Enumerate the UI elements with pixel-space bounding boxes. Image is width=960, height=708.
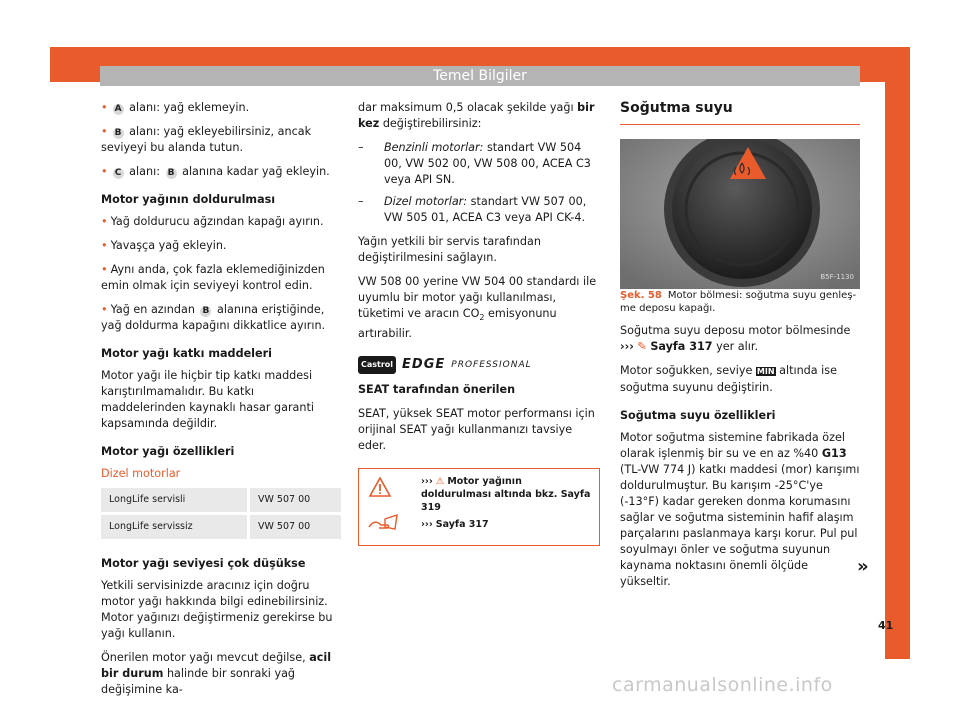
dash-item xyxy=(358,140,600,188)
dash-marker: – xyxy=(358,141,364,154)
table-cell: LongLife servisli xyxy=(101,488,249,514)
list-item-text: Yağ doldurucu ağzından kapağı ayırın. xyxy=(110,215,324,228)
environment-note-icon: ✎ xyxy=(637,340,647,353)
callout-b: B xyxy=(200,306,211,317)
bullet-icon: • xyxy=(101,165,108,178)
subscript: 2 xyxy=(479,313,485,323)
list-item xyxy=(101,238,341,254)
note-text xyxy=(421,517,489,533)
text-run: VW 508 00 yerine VW 504 00 standardı ile uyumlu bir motor yağı kullanılması, tüketimi ve aracın CO xyxy=(358,275,597,320)
section-heading: Soğutma suyu özellikleri xyxy=(620,409,776,422)
callout-b: B xyxy=(166,168,177,179)
continue-marker: » xyxy=(857,556,869,577)
list-item-text: Aynı anda, çok fazla eklemediğinizden emin olmak için seviyeyi kontrol edin. xyxy=(101,263,325,292)
italic-label: Benzinli motorlar: xyxy=(384,141,484,154)
text-run: standart VW 507 00, VW 505 01, ACEA C3 veya API CK-4. xyxy=(384,195,587,224)
list-item-text: alanı: xyxy=(129,165,160,178)
paragraph: Motor yağı ile hiçbir tip katkı maddesi karıştırılmamalıdır. Bu katkı maddelerinden kaynaklı hasar garanti kapsamında değildir. xyxy=(101,369,314,430)
dash-item-text xyxy=(384,194,600,226)
bullet-icon: • xyxy=(101,101,108,114)
figure-caption xyxy=(620,289,860,315)
link-arrows: ››› xyxy=(421,476,433,488)
paragraph: Yetkili servisinizde aracınız için doğru motor yağı hakkında bilgi edinebilirsiniz. Motor yağınızı değiştirmeniz gerekirse bu yağı kullanın. xyxy=(101,579,333,640)
oil-spec-table xyxy=(101,488,341,542)
table-cell: VW 507 00 xyxy=(249,488,342,514)
subheading: Dizel motorlar xyxy=(101,467,181,480)
list-item-text: Yağ en azından xyxy=(110,303,195,316)
environment-note-icon xyxy=(367,513,401,540)
text-run: (TL-VW 774 J) katkı maddesi (mor) karışımı doldurulmuştur. Bu karışım -25°C'ye (-13°F) kadar gereken donma korumasını sağlar ve soğutma sisteminin hafif alaşım parçalarını paslanmaya karşı korur. Pul pul soyulmayı önler ve soğutma suyunun kaynama noktasını önemli ölçüde yükseltir. xyxy=(620,463,860,588)
section-heading: Motor yağı katkı maddeleri xyxy=(101,347,272,360)
bold-text: acil bir durum xyxy=(101,651,332,680)
table-row xyxy=(101,514,341,541)
paragraph: Yağın yetkili bir servis tarafından değiştirilmesini sağlayın. xyxy=(358,235,541,264)
text-run: standart VW 504 00, VW 502 00, VW 508 00, ACEA C3 veya API SN. xyxy=(384,141,591,186)
callout-b: B xyxy=(113,128,124,139)
link-arrows: ››› xyxy=(421,519,433,531)
list-item-text: alanı: yağ eklemeyin. xyxy=(129,101,250,114)
bullet-icon: • xyxy=(101,215,108,228)
column-middle xyxy=(358,100,600,546)
warning-triangle-icon: ⚠ xyxy=(435,476,445,488)
watermark: carmanualsonline.info xyxy=(612,674,833,696)
paragraph xyxy=(620,430,860,590)
text-run: değiştirebilirsiniz: xyxy=(382,117,482,130)
list-item xyxy=(101,100,341,116)
list-item-text: Yavaşça yağ ekleyin. xyxy=(110,239,227,252)
paragraph xyxy=(358,274,600,342)
table-cell: LongLife servissiz xyxy=(101,514,249,541)
page-header: Temel Bilgiler xyxy=(100,66,860,86)
warning-box xyxy=(358,468,600,546)
table-row xyxy=(101,488,341,514)
section-heading: SEAT tarafından önerilen xyxy=(358,383,516,397)
table-cell: VW 507 00 xyxy=(249,514,342,541)
list-item xyxy=(101,124,341,156)
text-run: altında ise soğutma suyunu değiştirin. xyxy=(620,364,837,394)
professional-logo: PROFESSIONAL xyxy=(451,360,532,371)
bold-text: bir kez xyxy=(358,101,595,130)
text-run: Motor soğukken, seviye xyxy=(620,364,753,377)
list-item xyxy=(101,262,341,294)
castrol-logo: Castrol xyxy=(358,356,396,374)
paragraph xyxy=(620,363,860,396)
list-item xyxy=(101,214,341,230)
photo-code: B5F-1130 xyxy=(820,273,854,281)
bullet-icon: • xyxy=(101,303,108,316)
dash-marker: – xyxy=(358,195,364,208)
paragraph xyxy=(358,100,600,132)
section-title: Soğutma suyu xyxy=(620,100,860,125)
castrol-edge-logo xyxy=(358,356,600,374)
bullet-icon: • xyxy=(101,263,108,276)
paragraph xyxy=(101,650,341,698)
text-run: Önerilen motor yağı mevcut değilse, xyxy=(101,651,306,664)
column-right xyxy=(620,100,860,598)
dash-item-text xyxy=(384,140,600,188)
section-heading: Motor yağının doldurulması xyxy=(101,193,276,206)
callout-a: A xyxy=(113,104,124,115)
warning-triangle-icon xyxy=(369,477,391,502)
list-item-text: alanına eriştiğinde, yağ doldurma kapağını dikkatlice ayırın. xyxy=(101,303,326,332)
page-link[interactable]: Sayfa 317 xyxy=(650,340,713,353)
coolant-cap-photo xyxy=(620,139,860,289)
warning-link[interactable]: Motor yağının doldurulması altında bkz. Sayfa 319 xyxy=(421,476,591,514)
figure-number: Şek. 58 xyxy=(620,290,662,301)
min-badge: MIN xyxy=(756,367,775,376)
list-item-text: alanı: yağ ekleyebilirsiniz, ancak seviyeyi bu alanda tutun. xyxy=(101,125,312,154)
section-heading: Motor yağı özellikleri xyxy=(101,445,235,458)
list-item xyxy=(101,302,341,334)
note-link[interactable]: Sayfa 317 xyxy=(435,519,489,531)
text-run: halinde bir sonraki yağ değişimine ka- xyxy=(101,667,296,696)
link-arrows: ››› xyxy=(620,340,634,353)
warning-text xyxy=(421,475,593,514)
paragraph xyxy=(620,323,860,355)
text-run: emisyonunu artırabilir. xyxy=(358,307,557,341)
text-run: yer alır. xyxy=(716,340,758,353)
callout-c: C xyxy=(113,168,124,179)
bold-text: G13 xyxy=(821,447,847,460)
bullet-icon: • xyxy=(101,125,108,138)
text-run: dar maksimum 0,5 olacak şekilde yağı xyxy=(358,101,574,114)
bullet-icon: • xyxy=(101,239,108,252)
caption-text: Motor bölmesi: soğutma suyu genleşme deposu kapağı. xyxy=(620,290,857,314)
text-run: Soğutma suyu deposu motor bölmesinde xyxy=(620,324,851,337)
text-run: Motor soğutma sistemine fabrikada özel olarak işlenmiş bir su ve en az %40 xyxy=(620,431,845,460)
paragraph: SEAT, yüksek SEAT motor performansı için orijinal SEAT yağı kullanmanızı tavsiye eder. xyxy=(358,407,595,453)
italic-label: Dizel motorlar: xyxy=(384,195,468,208)
edge-logo: EDGE xyxy=(402,357,446,373)
page-number: 41 xyxy=(878,619,894,632)
dash-item xyxy=(358,194,600,226)
section-heading: Motor yağı seviyesi çok düşükse xyxy=(101,557,306,570)
column-left xyxy=(101,100,341,706)
list-item xyxy=(101,164,341,180)
list-item-text: alanına kadar yağ ekleyin. xyxy=(182,165,330,178)
